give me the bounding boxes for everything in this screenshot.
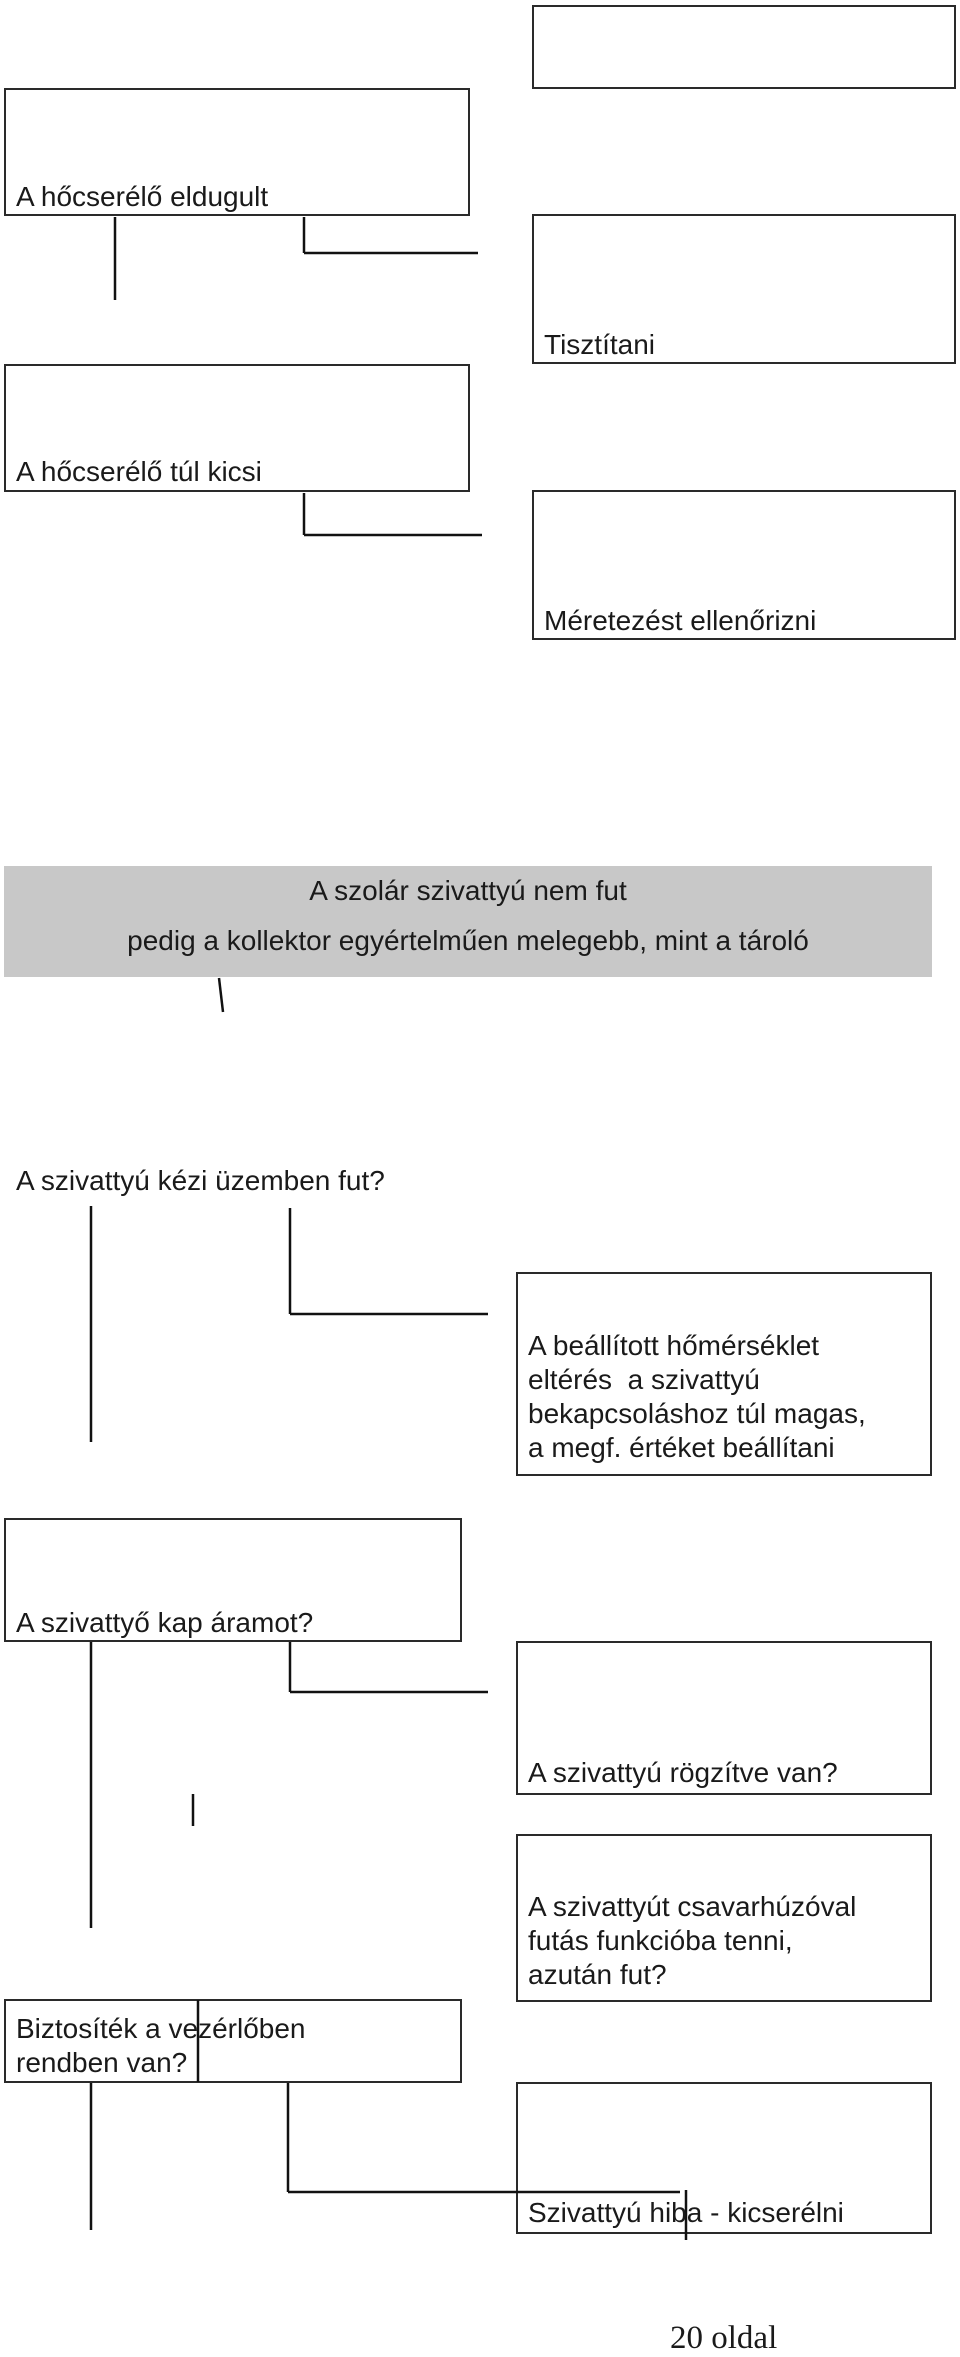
- banner-subtitle: pedig a kollektor egyértelműen melegebb, mint a tároló: [127, 925, 809, 956]
- manual-mode-question: A szivattyú kézi üzemben fut?: [16, 1165, 385, 1196]
- pump-replace-label: Szivattyú hiba - kicserélni: [528, 2197, 844, 2228]
- check-sizing-action-label: Méretezést ellenőrizni: [544, 605, 817, 636]
- clean-action-label: Tisztítani: [544, 329, 655, 360]
- connector-line: [219, 978, 223, 1012]
- heat-exchanger-too-small-label: A hőcserélő túl kicsi: [16, 456, 262, 487]
- temperature-difference-text: [528, 1329, 866, 1465]
- pump-seized-question: A szivattyú rögzítve van?: [528, 1757, 838, 1788]
- text-line: Biztosíték a vezérlőben: [16, 2013, 306, 2044]
- text-line: futás funkcióba tenni,: [528, 1925, 793, 1956]
- text-line: azután fut?: [528, 1959, 667, 1990]
- banner-title: A szolár szivattyú nem fut: [309, 875, 627, 906]
- pump-power-question: A szivattyő kap áramot?: [16, 1607, 314, 1638]
- heat-exchanger-clogged-label: A hőcserélő eldugult: [16, 181, 269, 212]
- text-line: bekapcsoláshoz túl magas,: [528, 1398, 866, 1429]
- text-line: A beállított hőmérséklet: [528, 1330, 820, 1361]
- text-line: eltérés a szivattyú: [528, 1364, 760, 1395]
- text-line: rendben van?: [16, 2047, 188, 2078]
- screwdriver-run-text: [528, 1890, 856, 1992]
- page-number: 20 oldal: [670, 2320, 778, 2356]
- text-line: A szivattyút csavarhúzóval: [528, 1891, 857, 1922]
- fuse-ok-text: [16, 2012, 306, 2080]
- text-line: a megf. értéket beállítani: [528, 1432, 835, 1463]
